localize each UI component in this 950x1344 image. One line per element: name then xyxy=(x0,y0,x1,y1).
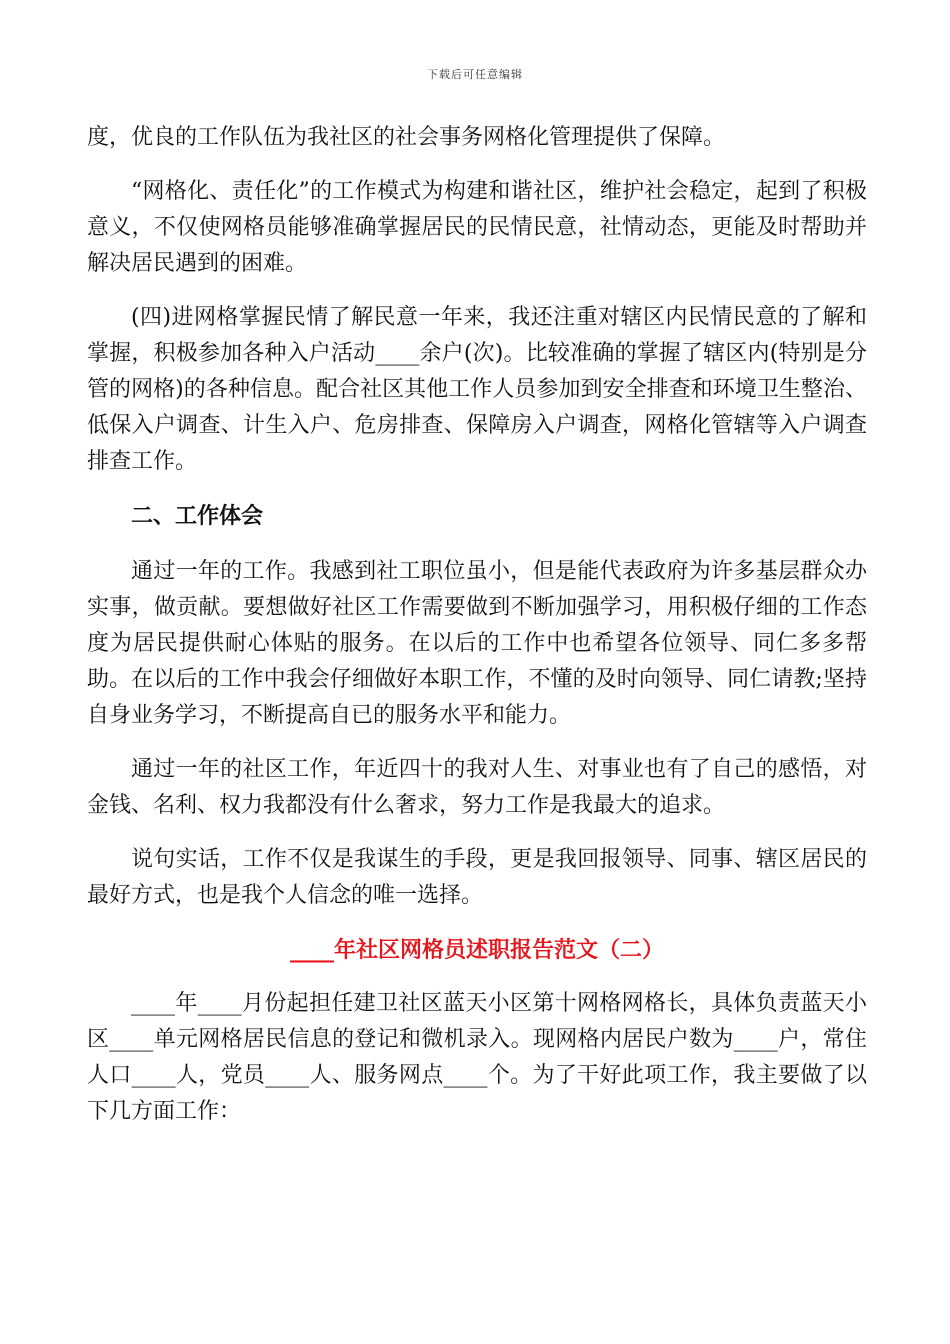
header-note: 下载后可任意编辑 xyxy=(427,68,523,81)
paragraph-6: 说句实话，工作不仅是我谋生的手段，更是我回报领导、同事、辖区居民的最好方式，也是我个人信念的唯一选择。 xyxy=(87,847,867,908)
paragraph-4: 通过一年的工作。我感到社工职位虽小，但是能代表政府为许多基层群众办实事，做贡献。要想做好社区工作需要做到不断加强学习，用积极仔细的工作态度为居民提供耐心体贴的服务。在以后的工作中也希望各位领导、同仁多多帮助。在以后的工作中我会仔细做好本职工作，不懂的及时向领导、同仁请教;坚持自身业务学习，不断提高自已的服务水平和能力。 xyxy=(87,559,867,728)
section-heading: 二、工作体会 xyxy=(131,503,264,529)
paragraph-5: 通过一年的社区工作，年近四十的我对人生、对事业也有了自己的感悟，对金钱、名利、权力我都没有什么奢求，努力工作是我最大的追求。 xyxy=(87,757,867,818)
paragraph-2: “网格化、责任化”的工作模式为构建和谐社区，维护社会稳定，起到了积极意义，不仅使网格员能够准确掌握居民的民情民意，社情动态，更能及时帮助并解决居民遇到的困难。 xyxy=(87,179,867,276)
paragraph-3: (四)进网格掌握民情了解民意一年来，我还注重对辖区内民情民意的了解和掌握，积极参加各种入户活动____余户(次)。比较准确的掌握了辖区内(特别是分管的网格)的各种信息。配合社区其他工作人员参加到安全排查和环境卫生整治、低保入户调查、计生入户、危房排查、保障房入户调查，网格化管辖等入户调查排查工作。 xyxy=(87,305,867,474)
paragraph-1: 度，优良的工作队伍为我社区的社会事务网格化管理提供了保障。 xyxy=(87,125,726,150)
report-title: ____年社区网格员述职报告范文（二） xyxy=(289,937,664,963)
document-body xyxy=(87,120,867,1148)
paragraph-7: ____年____月份起担任建卫社区蓝天小区第十网格网格长，具体负责蓝天小区____单元网格居民信息的登记和微机录入。现网格内居民户数为____户，常住人口____人，党员____人、服务网点____个。为了干好此项工作，我主要做了以下几方面工作： xyxy=(87,991,867,1124)
